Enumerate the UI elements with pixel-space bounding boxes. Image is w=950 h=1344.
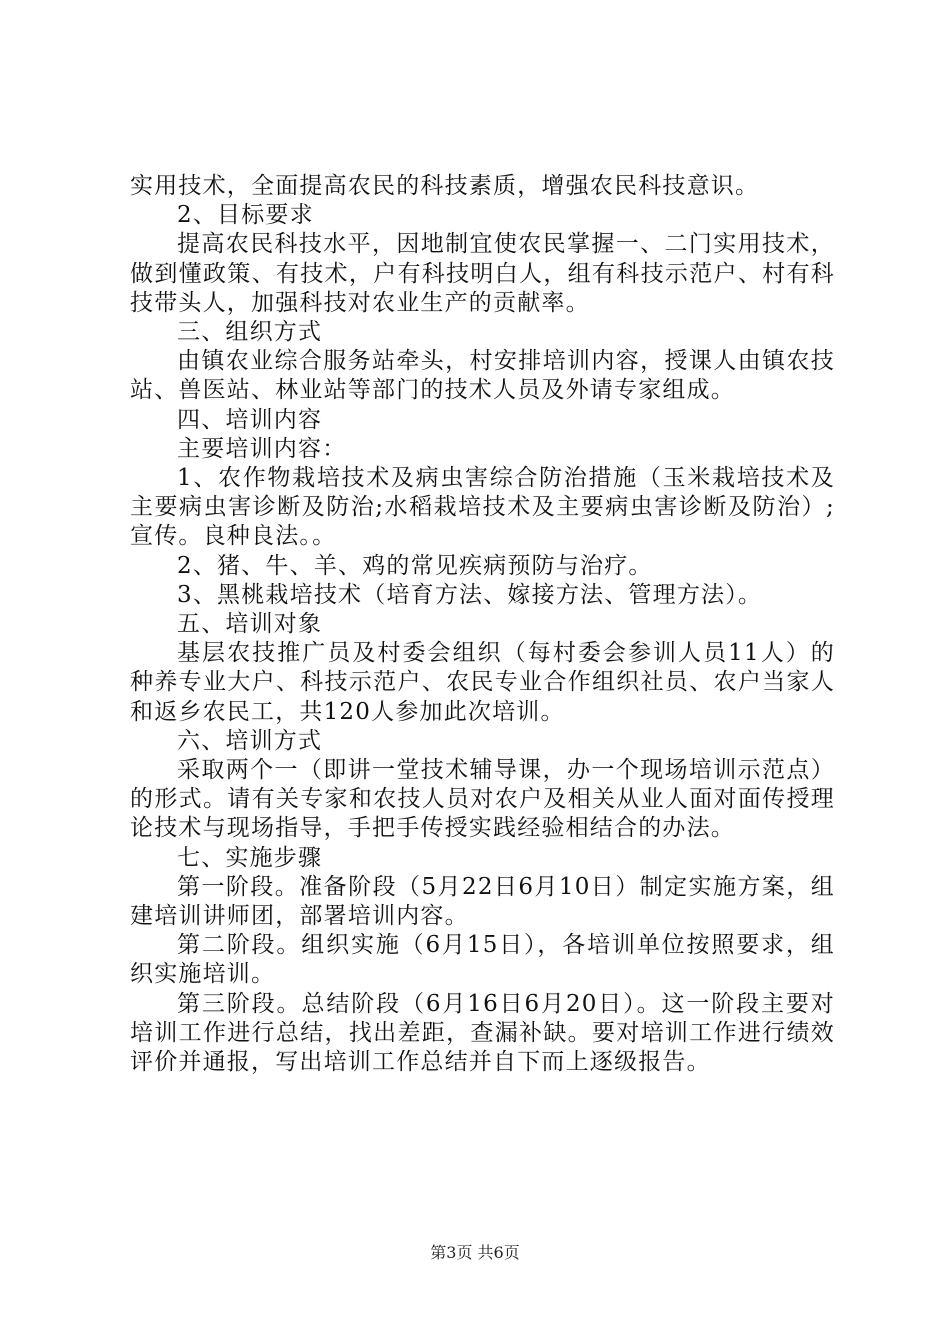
paragraph: 实用技术，全面提高农民的科技素质，增强农民科技意识。: [130, 173, 760, 199]
paragraph: 采取两个一（即讲一堂技术辅导课，办一个现场培训示范点）的形式。请有关专家和农技人员对农户及相关从业人面对面传授理论技术与现场指导，手把手传授实践经验相结合的办法。: [130, 757, 835, 842]
document-body: [130, 172, 835, 1077]
section-heading: 四、培训内容: [177, 406, 323, 433]
section-heading: 三、组织方式: [177, 319, 323, 346]
page-footer: 第3页 共6页: [430, 1243, 520, 1262]
list-item: 1、农作物栽培技术及病虫害综合防治措施（玉米栽培技术及主要病虫害诊断及防治;水稻栽培技术及主要病虫害诊断及防治）;宣传。良种良法。。: [130, 465, 835, 550]
section-heading: 七、实施步骤: [177, 844, 323, 871]
paragraph: 由镇农业综合服务站牵头，村安排培训内容，授课人由镇农技站、兽医站、林业站等部门的技术人员及外请专家组成。: [130, 348, 835, 404]
section-heading: 2、目标要求: [177, 202, 314, 229]
paragraph: 第三阶段。总结阶段（6月16日6月20日）。这一阶段主要对培训工作进行总结，找出差距，查漏补缺。要对培训工作进行绩效评价并通报，写出培训工作总结并自下而上逐级报告。: [130, 990, 835, 1076]
paragraph: 第二阶段。组织实施（6月15日），各培训单位按照要求，组织实施培训。: [130, 932, 835, 988]
paragraph: 提高农民科技水平，因地制宜使农民掌握一、二门实用技术，做到懂政策、有技术，户有科技明白人，组有科技示范户、村有科技带头人，加强科技对农业生产的贡献率。: [130, 231, 835, 316]
section-heading: 五、培训对象: [177, 611, 323, 638]
paragraph: 基层农技推广员及村委会组织（每村委会参训人员11人）的种养专业大户、科技示范户、农民专业合作组织社员、农户当家人和返乡农民工，共120人参加此次培训。: [130, 640, 835, 725]
list-item: 2、猪、牛、羊、鸡的常见疾病预防与治疗。: [177, 552, 653, 579]
list-item: 3、黑桃栽培技术（培育方法、嫁接方法、管理方法）。: [177, 581, 763, 608]
section-heading: 六、培训方式: [177, 727, 323, 754]
paragraph: 主要培训内容：: [177, 435, 347, 462]
paragraph: 第一阶段。准备阶段（5月22日6月10日）制定实施方案，组建培训讲师团，部署培训内容。: [130, 873, 835, 930]
